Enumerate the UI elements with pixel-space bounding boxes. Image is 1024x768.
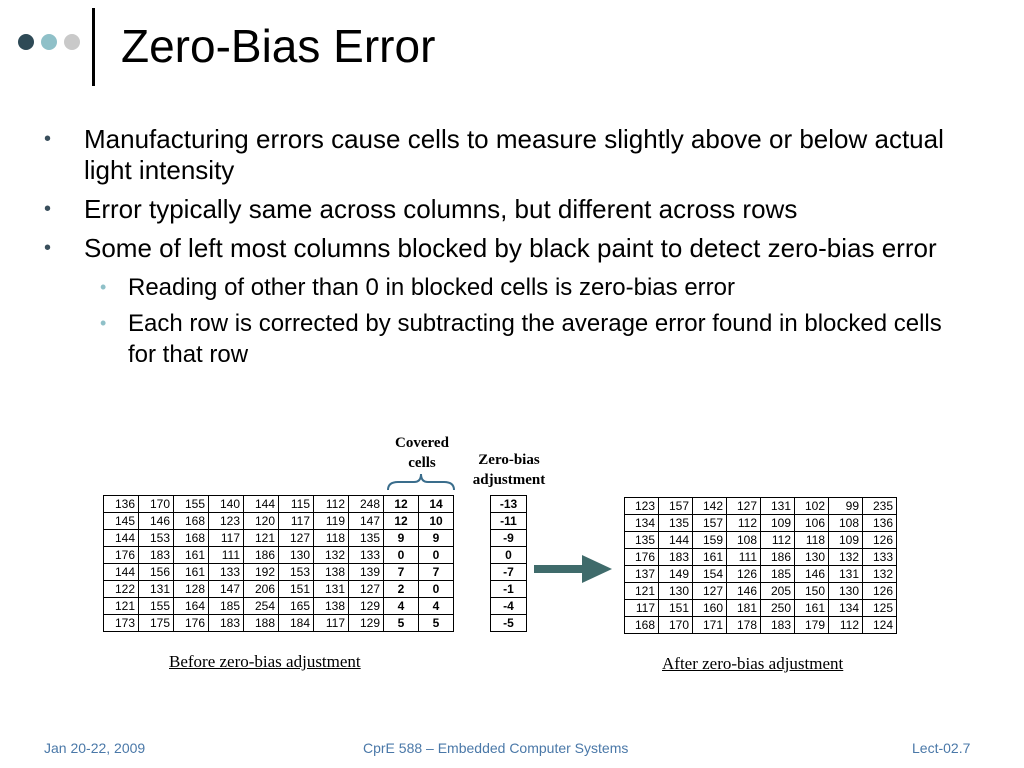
table-cell: 5: [384, 615, 419, 632]
table-cell: 131: [314, 581, 349, 598]
table-cell: 160: [693, 600, 727, 617]
table-cell: 138: [314, 598, 349, 615]
table-cell: 133: [863, 549, 897, 566]
before-table-body: [104, 496, 454, 632]
table-row: [491, 496, 527, 513]
table-row: [104, 530, 454, 547]
table-cell: 136: [863, 515, 897, 532]
bullet-item: [44, 124, 974, 186]
table-cell: 154: [693, 566, 727, 583]
bullet-glyph: •: [44, 128, 52, 150]
table-cell: 140: [209, 496, 244, 513]
table-cell: 129: [349, 598, 384, 615]
table-cell: 147: [209, 581, 244, 598]
bullet-text: Error typically same across columns, but different across rows: [84, 194, 798, 224]
after-table: [624, 497, 897, 634]
table-cell: 150: [795, 583, 829, 600]
table-cell: 184: [279, 615, 314, 632]
sub-bullet-item: [44, 272, 974, 303]
table-cell: 111: [727, 549, 761, 566]
table-cell: 2: [384, 581, 419, 598]
table-row: [104, 615, 454, 632]
bullet-glyph: •: [44, 198, 52, 220]
table-cell: 185: [209, 598, 244, 615]
table-cell: 183: [761, 617, 795, 634]
table-cell: 176: [625, 549, 659, 566]
title-divider: [92, 8, 95, 86]
table-cell: 112: [829, 617, 863, 634]
table-cell: 126: [863, 583, 897, 600]
sub-bullet-glyph: •: [100, 313, 107, 333]
table-cell: 130: [795, 549, 829, 566]
table-cell: 130: [279, 547, 314, 564]
sub-bullet-text: Reading of other than 0 in blocked cells is zero-bias error: [128, 274, 735, 301]
table-cell: 133: [349, 547, 384, 564]
page-title: Zero-Bias Error: [121, 20, 436, 72]
adjustment-cell: -9: [491, 530, 527, 547]
table-cell: 186: [244, 547, 279, 564]
table-row: [625, 566, 897, 583]
adjustment-cell: -7: [491, 564, 527, 581]
table-cell: 146: [795, 566, 829, 583]
table-cell: 122: [104, 581, 139, 598]
table-row: [104, 581, 454, 598]
table-cell: 151: [279, 581, 314, 598]
table-cell: 0: [384, 547, 419, 564]
table-cell: 134: [625, 515, 659, 532]
table-cell: 117: [209, 530, 244, 547]
table-cell: 188: [244, 615, 279, 632]
table-cell: 206: [244, 581, 279, 598]
table-cell: 161: [693, 549, 727, 566]
table-cell: 124: [863, 617, 897, 634]
table-cell: 179: [795, 617, 829, 634]
table-cell: 161: [174, 564, 209, 581]
table-cell: 132: [863, 566, 897, 583]
table-cell: 155: [139, 598, 174, 615]
table-cell: 125: [863, 600, 897, 617]
table-cell: 135: [659, 515, 693, 532]
table-cell: 0: [419, 547, 454, 564]
after-caption: After zero-bias adjustment: [662, 654, 844, 673]
table-cell: 138: [314, 564, 349, 581]
table-cell: 235: [863, 498, 897, 515]
table-cell: 136: [104, 496, 139, 513]
table-cell: 183: [209, 615, 244, 632]
table-row: [491, 547, 527, 564]
after-table-body: [625, 498, 897, 634]
table-row: [625, 532, 897, 549]
table-cell: 192: [244, 564, 279, 581]
table-cell: 112: [314, 496, 349, 513]
adjustment-table: [490, 495, 527, 632]
table-cell: 112: [727, 515, 761, 532]
table-cell: 9: [384, 530, 419, 547]
table-row: [104, 547, 454, 564]
table-cell: 127: [693, 583, 727, 600]
table-cell: 119: [314, 513, 349, 530]
table-row: [491, 615, 527, 632]
table-cell: 157: [693, 515, 727, 532]
table-cell: 129: [349, 615, 384, 632]
bullet-text: Manufacturing errors cause cells to measure slightly above or below actual light intensity: [84, 124, 944, 185]
logo-dot-dark: [18, 34, 34, 50]
table-row: [104, 496, 454, 513]
table-row: [625, 583, 897, 600]
table-cell: 108: [727, 532, 761, 549]
covered-cells-brace-icon: [386, 472, 456, 492]
table-cell: 183: [139, 547, 174, 564]
table-cell: 183: [659, 549, 693, 566]
table-cell: 170: [659, 617, 693, 634]
table-cell: 168: [174, 513, 209, 530]
table-cell: 130: [829, 583, 863, 600]
table-cell: 254: [244, 598, 279, 615]
table-row: [491, 513, 527, 530]
adjustment-cell: 0: [491, 547, 527, 564]
footer-course: CprE 588 – Embedded Computer Systems: [363, 740, 629, 756]
table-row: [491, 598, 527, 615]
table-cell: 109: [761, 515, 795, 532]
table-row: [104, 598, 454, 615]
footer-slide-number: Lect-02.7: [912, 740, 971, 756]
table-cell: 7: [384, 564, 419, 581]
table-cell: 118: [314, 530, 349, 547]
logo-dot-grey: [64, 34, 80, 50]
table-cell: 10: [419, 513, 454, 530]
table-cell: 117: [625, 600, 659, 617]
table-cell: 126: [727, 566, 761, 583]
table-cell: 131: [829, 566, 863, 583]
table-cell: 157: [659, 498, 693, 515]
table-cell: 99: [829, 498, 863, 515]
table-cell: 128: [174, 581, 209, 598]
table-cell: 120: [244, 513, 279, 530]
table-row: [625, 498, 897, 515]
table-cell: 133: [209, 564, 244, 581]
table-cell: 108: [829, 515, 863, 532]
adjustment-cell: -4: [491, 598, 527, 615]
table-cell: 7: [419, 564, 454, 581]
bullet-item: [44, 194, 974, 225]
before-table: [103, 495, 454, 632]
table-cell: 112: [761, 532, 795, 549]
table-cell: 161: [174, 547, 209, 564]
table-row: [491, 564, 527, 581]
table-cell: 186: [761, 549, 795, 566]
table-cell: 146: [727, 583, 761, 600]
table-cell: 171: [693, 617, 727, 634]
table-cell: 111: [209, 547, 244, 564]
table-cell: 134: [829, 600, 863, 617]
bullet-list: [44, 124, 974, 375]
table-row: [625, 549, 897, 566]
table-cell: 144: [659, 532, 693, 549]
table-cell: 145: [104, 513, 139, 530]
table-cell: 168: [625, 617, 659, 634]
right-arrow-icon: [534, 553, 614, 585]
table-cell: 132: [829, 549, 863, 566]
zero-bias-adjustment-label: Zero-bias adjustment: [472, 452, 546, 488]
table-cell: 135: [625, 532, 659, 549]
table-cell: 175: [139, 615, 174, 632]
table-cell: 12: [384, 496, 419, 513]
table-cell: 161: [795, 600, 829, 617]
adjustment-table-body: [491, 496, 527, 632]
bullet-item: [44, 233, 974, 264]
table-row: [625, 515, 897, 532]
sub-bullet-item: [44, 308, 974, 370]
adjustment-cell: -11: [491, 513, 527, 530]
table-row: [104, 564, 454, 581]
table-row: [491, 581, 527, 598]
table-cell: 164: [174, 598, 209, 615]
table-cell: 123: [209, 513, 244, 530]
table-cell: 14: [419, 496, 454, 513]
table-cell: 0: [419, 581, 454, 598]
table-cell: 117: [279, 513, 314, 530]
table-cell: 126: [863, 532, 897, 549]
table-cell: 106: [795, 515, 829, 532]
table-row: [625, 617, 897, 634]
table-cell: 118: [795, 532, 829, 549]
table-cell: 4: [384, 598, 419, 615]
table-cell: 135: [349, 530, 384, 547]
table-cell: 139: [349, 564, 384, 581]
table-cell: 130: [659, 583, 693, 600]
table-cell: 144: [104, 530, 139, 547]
table-cell: 9: [419, 530, 454, 547]
table-cell: 155: [174, 496, 209, 513]
table-cell: 156: [139, 564, 174, 581]
table-cell: 102: [795, 498, 829, 515]
table-cell: 132: [314, 547, 349, 564]
table-cell: 147: [349, 513, 384, 530]
table-cell: 127: [349, 581, 384, 598]
table-cell: 123: [625, 498, 659, 515]
table-cell: 159: [693, 532, 727, 549]
table-cell: 151: [659, 600, 693, 617]
table-cell: 170: [139, 496, 174, 513]
table-cell: 185: [761, 566, 795, 583]
adjustment-cell: -5: [491, 615, 527, 632]
table-cell: 248: [349, 496, 384, 513]
sub-bullet-text: Each row is corrected by subtracting the average error found in blocked cells for that row: [128, 310, 942, 368]
table-cell: 121: [104, 598, 139, 615]
table-cell: 144: [104, 564, 139, 581]
table-cell: 168: [174, 530, 209, 547]
adjustment-cell: -13: [491, 496, 527, 513]
table-row: [491, 530, 527, 547]
table-cell: 109: [829, 532, 863, 549]
adjustment-cell: -1: [491, 581, 527, 598]
table-cell: 117: [314, 615, 349, 632]
table-cell: 115: [279, 496, 314, 513]
table-cell: 121: [244, 530, 279, 547]
table-cell: 165: [279, 598, 314, 615]
table-cell: 176: [104, 547, 139, 564]
table-cell: 146: [139, 513, 174, 530]
footer-date: Jan 20-22, 2009: [44, 740, 146, 756]
table-cell: 5: [419, 615, 454, 632]
table-cell: 4: [419, 598, 454, 615]
bullet-glyph: •: [44, 237, 52, 259]
table-cell: 173: [104, 615, 139, 632]
covered-cells-label: Covered cells: [395, 435, 449, 471]
sub-bullet-glyph: •: [100, 277, 107, 297]
table-row: [625, 600, 897, 617]
before-caption: Before zero-bias adjustment: [169, 652, 361, 671]
logo-dot-teal: [41, 34, 57, 50]
table-cell: 12: [384, 513, 419, 530]
table-cell: 176: [174, 615, 209, 632]
table-cell: 144: [244, 496, 279, 513]
table-cell: 127: [727, 498, 761, 515]
table-cell: 153: [139, 530, 174, 547]
table-cell: 127: [279, 530, 314, 547]
table-cell: 131: [761, 498, 795, 515]
table-cell: 121: [625, 583, 659, 600]
table-cell: 131: [139, 581, 174, 598]
table-cell: 153: [279, 564, 314, 581]
table-cell: 250: [761, 600, 795, 617]
table-cell: 142: [693, 498, 727, 515]
bullet-text: Some of left most columns blocked by black paint to detect zero-bias error: [84, 233, 937, 263]
table-cell: 137: [625, 566, 659, 583]
table-cell: 149: [659, 566, 693, 583]
table-cell: 205: [761, 583, 795, 600]
table-cell: 178: [727, 617, 761, 634]
table-cell: 181: [727, 600, 761, 617]
table-row: [104, 513, 454, 530]
